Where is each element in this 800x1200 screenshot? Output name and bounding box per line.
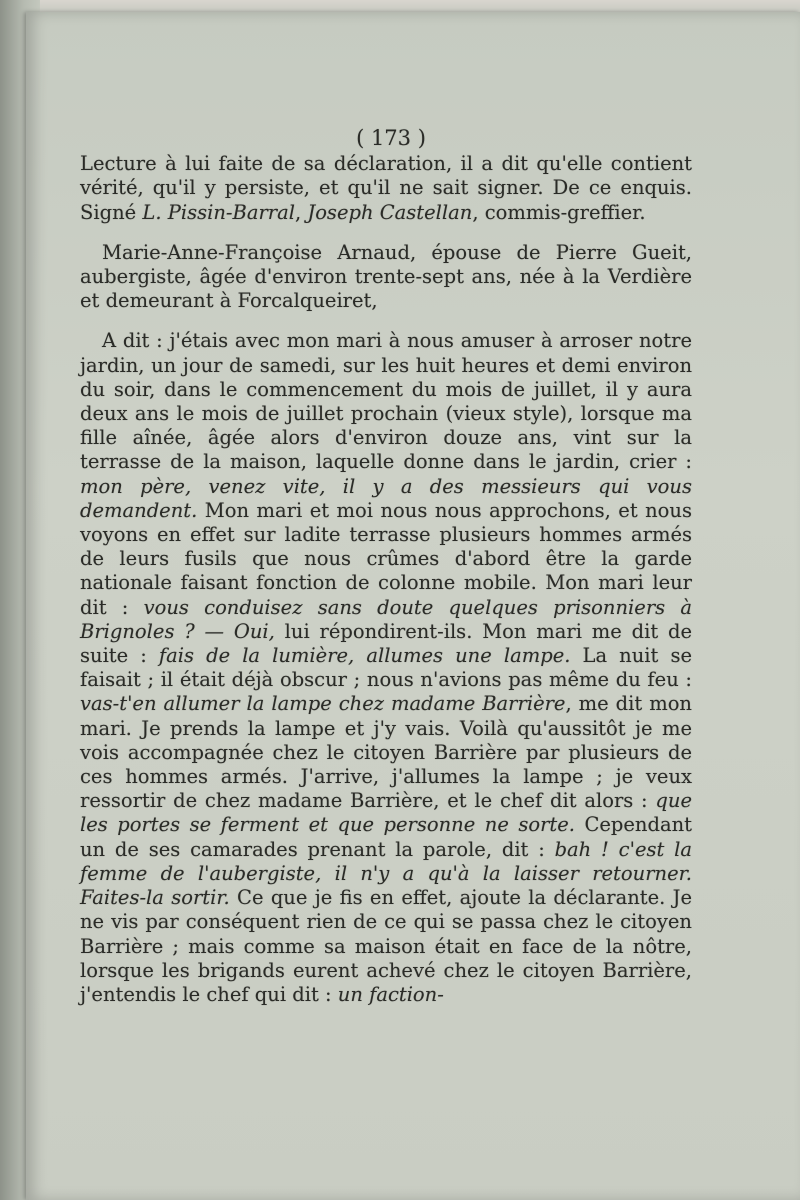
quote-comrade: bah ! c'est la femme de l'aubergiste, il n'y a qu'à la laisser retourner. Faites-la sortir. — [80, 837, 692, 910]
page-text — [80, 126, 692, 1007]
quote-chief-doors: que les portes se ferment et que personne ne sorte. — [80, 789, 692, 837]
quote-faction: un faction- — [337, 982, 444, 1006]
paragraph-reading-declaration — [80, 152, 692, 225]
paragraph-testimony — [80, 329, 692, 1007]
para3-text-2: Mon mari et moi nous nous approchons, et nous voyons en effet sur ladite terrasse plusieurs hommes armés de leurs fusils que nous crûmes d'abord être la garde nationale faisant fonction de colonne mobile. Mon mari leur dit : — [80, 498, 692, 619]
para3-text-1: A dit : j'étais avec mon mari à nous amuser à arroser notre jardin, un jour de samedi, sur les huit heures et demi environ du soir, dans le commencement du mois de juillet, il y aura deux ans le mois de juillet prochain (vieux style), lorsque ma fille aînée, âgée alors d'environ douze ans, vint sur la terrasse de la maison, laquelle donne dans le jardin, crier : — [80, 329, 692, 474]
para2-text: Marie-Anne-Françoise Arnaud, épouse de Pierre Gueit, aubergiste, âgée d'environ trente-sept ans, née à la Verdière et demeurant à Forcalqueiret, — [80, 240, 692, 313]
page-number: ( 173 ) — [356, 126, 426, 150]
quote-lamp: vas-t'en allumer la lampe chez madame Barrière — [80, 692, 566, 716]
para3-text-7: Ce que je fis en effet, ajoute la déclarante. Je ne vis par conséquent rien de ce qui se passa chez le citoyen Barrière ; mais comme sa maison était en face de la nôtre, lorsque les brigands eurent achevé chez le citoyen Barrière, j'entendis le chef qui dit : — [80, 886, 692, 1006]
signature-joseph-castellan: Joseph Castellan — [307, 200, 473, 224]
para3-text-4: La nuit se faisait ; il était déjà obscur ; nous n'avions pas même du feu : — [80, 644, 692, 692]
quote-light: fais de la lumière, allumes une lampe. — [158, 644, 571, 668]
para1-text-3: , commis-greffier. — [472, 200, 646, 224]
para3-text-6: Cependant un de ses camarades prenant la parole, dit : — [80, 813, 692, 861]
para1-text-1: Lecture à lui faite de sa déclaration, il a dit qu'elle contient vérité, qu'il y persiste, et qu'il ne sait signer. De ce enquis. Signé — [80, 152, 692, 224]
para3-text-5: , me dit mon mari. Je prends la lampe et j'y vais. Voilà qu'aussitôt je me vois accompagnée chez le citoyen Barrière par plusieurs de ces hommes armés. J'arrive, j'allumes la lampe ; je veux ressortir de chez madame Barrière, et le chef dit alors : — [80, 692, 692, 813]
quote-daughter: mon père, venez vite, il y a des messieurs qui vous demandent. — [80, 474, 692, 522]
quote-prisoners: vous conduisez sans doute quelques prisonniers à Brignoles ? — Oui, — [80, 595, 693, 643]
para3-text-3: lui répondirent-ils. Mon mari me dit de suite : — [80, 619, 693, 668]
signature-pissin-barral: L. Pissin-Barral — [142, 200, 295, 224]
paragraph-witness-identity — [80, 241, 692, 314]
para1-text-2: , — [294, 200, 308, 224]
